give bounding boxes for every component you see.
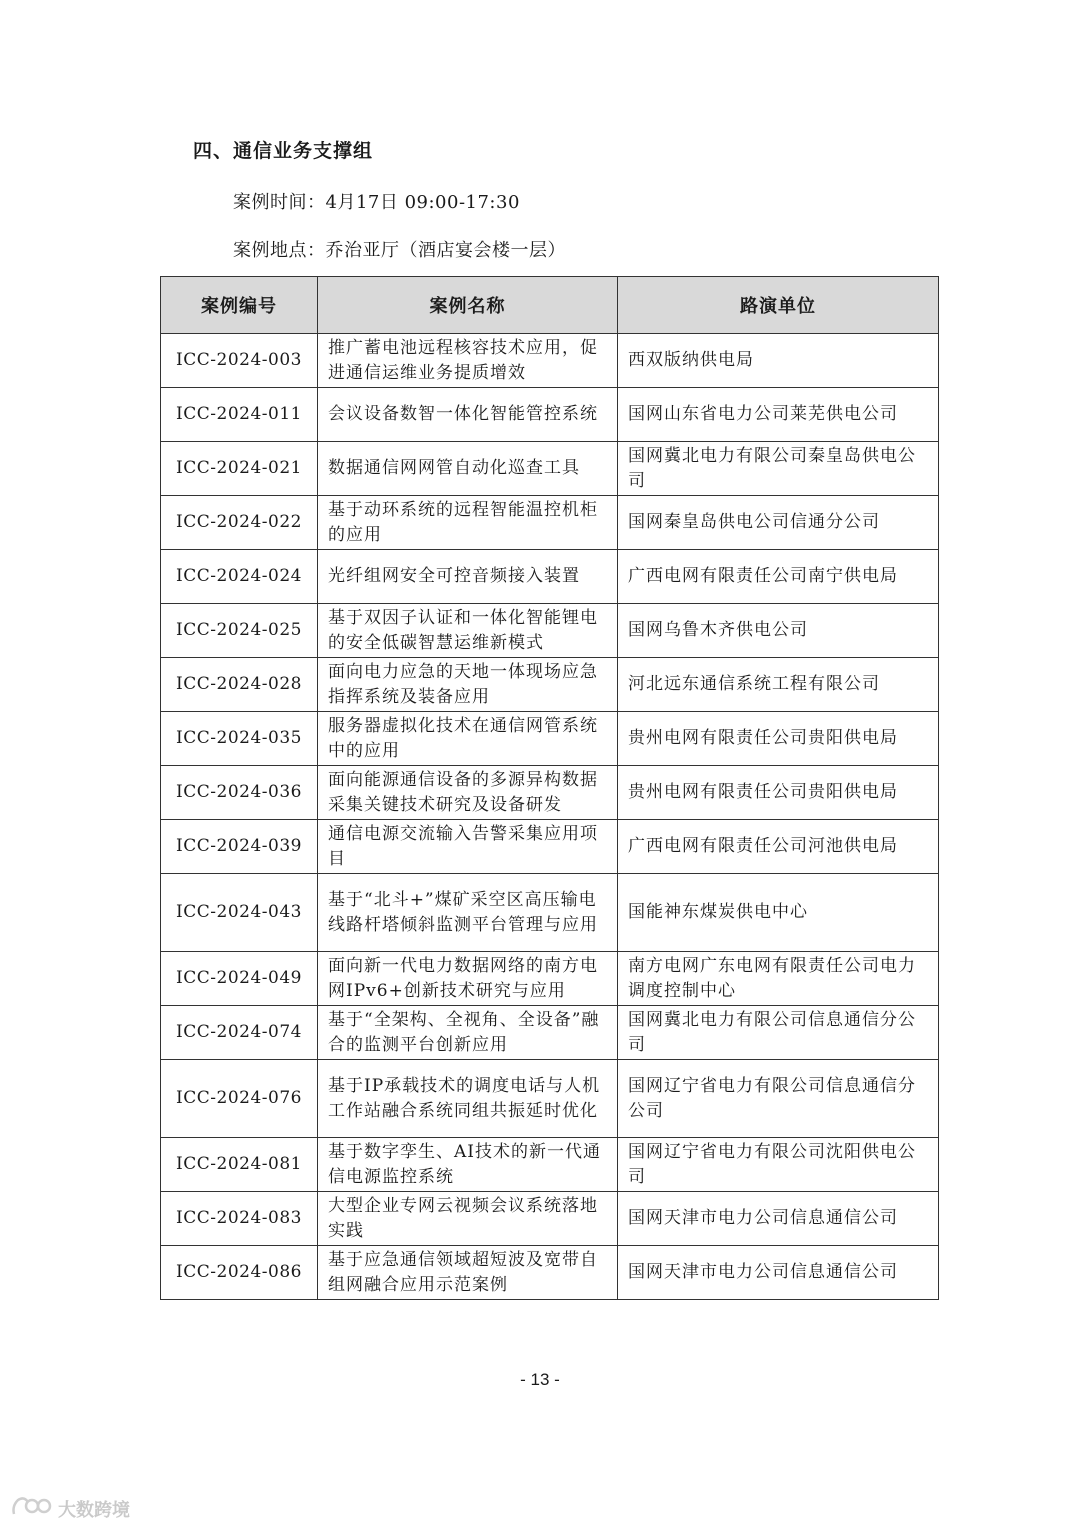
case-code: ICC-2024-039 <box>161 820 318 874</box>
case-time: 案例时间：4月17日 09:00-17:30 <box>233 192 520 213</box>
table-row <box>161 766 939 820</box>
table-row <box>161 1138 939 1192</box>
case-name: 基于IP承载技术的调度电话与人机工作站融合系统同组共振延时优化 <box>318 1060 618 1138</box>
case-name: 通信电源交流输入告警采集应用项目 <box>318 820 618 874</box>
presenter-unit: 国网辽宁省电力有限公司信息通信分公司 <box>618 1060 939 1138</box>
case-code: ICC-2024-074 <box>161 1006 318 1060</box>
case-code: ICC-2024-035 <box>161 712 318 766</box>
case-name: 数据通信网网管自动化巡查工具 <box>318 442 618 496</box>
header-case-name: 案例名称 <box>318 277 618 334</box>
section-title: 四、通信业务支撑组 <box>193 140 374 162</box>
table-header-row <box>161 277 939 334</box>
presenter-unit: 贵州电网有限责任公司贵阳供电局 <box>618 766 939 820</box>
table-row <box>161 388 939 442</box>
case-code: ICC-2024-021 <box>161 442 318 496</box>
table-row <box>161 712 939 766</box>
case-location: 案例地点：乔治亚厅（酒店宴会楼一层） <box>233 240 566 261</box>
presenter-unit: 河北远东通信系统工程有限公司 <box>618 658 939 712</box>
case-name: 基于应急通信领域超短波及宽带自组网融合应用示范案例 <box>318 1246 618 1300</box>
case-name: 光纤组网安全可控音频接入装置 <box>318 550 618 604</box>
watermark-text: 大数跨境 <box>58 1499 130 1521</box>
case-code: ICC-2024-011 <box>161 388 318 442</box>
case-code: ICC-2024-024 <box>161 550 318 604</box>
table-row <box>161 1060 939 1138</box>
presenter-unit: 国网天津市电力公司信息通信公司 <box>618 1246 939 1300</box>
logo-icon <box>10 1494 52 1523</box>
presenter-unit: 国网山东省电力公司莱芜供电公司 <box>618 388 939 442</box>
case-name: 面向新一代电力数据网络的南方电网IPv6+创新技术研究与应用 <box>318 952 618 1006</box>
table-row <box>161 1006 939 1060</box>
table-row <box>161 952 939 1006</box>
case-name: 基于数字孪生、AI技术的新一代通信电源监控系统 <box>318 1138 618 1192</box>
presenter-unit: 国网秦皇岛供电公司信通分公司 <box>618 496 939 550</box>
case-code: ICC-2024-025 <box>161 604 318 658</box>
presenter-unit: 国网冀北电力有限公司秦皇岛供电公司 <box>618 442 939 496</box>
case-code: ICC-2024-022 <box>161 496 318 550</box>
case-name: 会议设备数智一体化智能管控系统 <box>318 388 618 442</box>
case-name: 基于动环系统的远程智能温控机柜的应用 <box>318 496 618 550</box>
presenter-unit: 广西电网有限责任公司河池供电局 <box>618 820 939 874</box>
case-code: ICC-2024-086 <box>161 1246 318 1300</box>
presenter-unit: 国网冀北电力有限公司信息通信分公司 <box>618 1006 939 1060</box>
presenter-unit: 国能神东煤炭供电中心 <box>618 874 939 952</box>
case-name: 推广蓄电池远程核容技术应用，促进通信运维业务提质增效 <box>318 334 618 388</box>
watermark <box>10 1494 130 1523</box>
table-row <box>161 442 939 496</box>
presenter-unit: 西双版纳供电局 <box>618 334 939 388</box>
table-row <box>161 1246 939 1300</box>
case-code: ICC-2024-049 <box>161 952 318 1006</box>
header-presenter-unit: 路演单位 <box>618 277 939 334</box>
case-table <box>160 276 939 1300</box>
case-name: 基于双因子认证和一体化智能锂电的安全低碳智慧运维新模式 <box>318 604 618 658</box>
case-name: 服务器虚拟化技术在通信网管系统中的应用 <box>318 712 618 766</box>
case-code: ICC-2024-076 <box>161 1060 318 1138</box>
case-code: ICC-2024-003 <box>161 334 318 388</box>
presenter-unit: 国网天津市电力公司信息通信公司 <box>618 1192 939 1246</box>
table-row <box>161 550 939 604</box>
header-case-code: 案例编号 <box>161 277 318 334</box>
case-name: 大型企业专网云视频会议系统落地实践 <box>318 1192 618 1246</box>
case-name: 面向能源通信设备的多源异构数据采集关键技术研究及设备研发 <box>318 766 618 820</box>
case-code: ICC-2024-081 <box>161 1138 318 1192</box>
case-code: ICC-2024-036 <box>161 766 318 820</box>
table-row <box>161 334 939 388</box>
presenter-unit: 贵州电网有限责任公司贵阳供电局 <box>618 712 939 766</box>
case-code: ICC-2024-028 <box>161 658 318 712</box>
presenter-unit: 国网辽宁省电力有限公司沈阳供电公司 <box>618 1138 939 1192</box>
presenter-unit: 国网乌鲁木齐供电公司 <box>618 604 939 658</box>
case-name: 基于“北斗+”煤矿采空区高压输电线路杆塔倾斜监测平台管理与应用 <box>318 874 618 952</box>
case-name: 基于“全架构、全视角、全设备”融合的监测平台创新应用 <box>318 1006 618 1060</box>
presenter-unit: 南方电网广东电网有限责任公司电力调度控制中心 <box>618 952 939 1006</box>
table-row <box>161 658 939 712</box>
case-code: ICC-2024-043 <box>161 874 318 952</box>
page-number: - 13 - <box>520 1370 560 1389</box>
presenter-unit: 广西电网有限责任公司南宁供电局 <box>618 550 939 604</box>
table-row <box>161 604 939 658</box>
table-row <box>161 1192 939 1246</box>
table-row <box>161 496 939 550</box>
case-name: 面向电力应急的天地一体现场应急指挥系统及装备应用 <box>318 658 618 712</box>
table-row <box>161 874 939 952</box>
table-row <box>161 820 939 874</box>
case-code: ICC-2024-083 <box>161 1192 318 1246</box>
